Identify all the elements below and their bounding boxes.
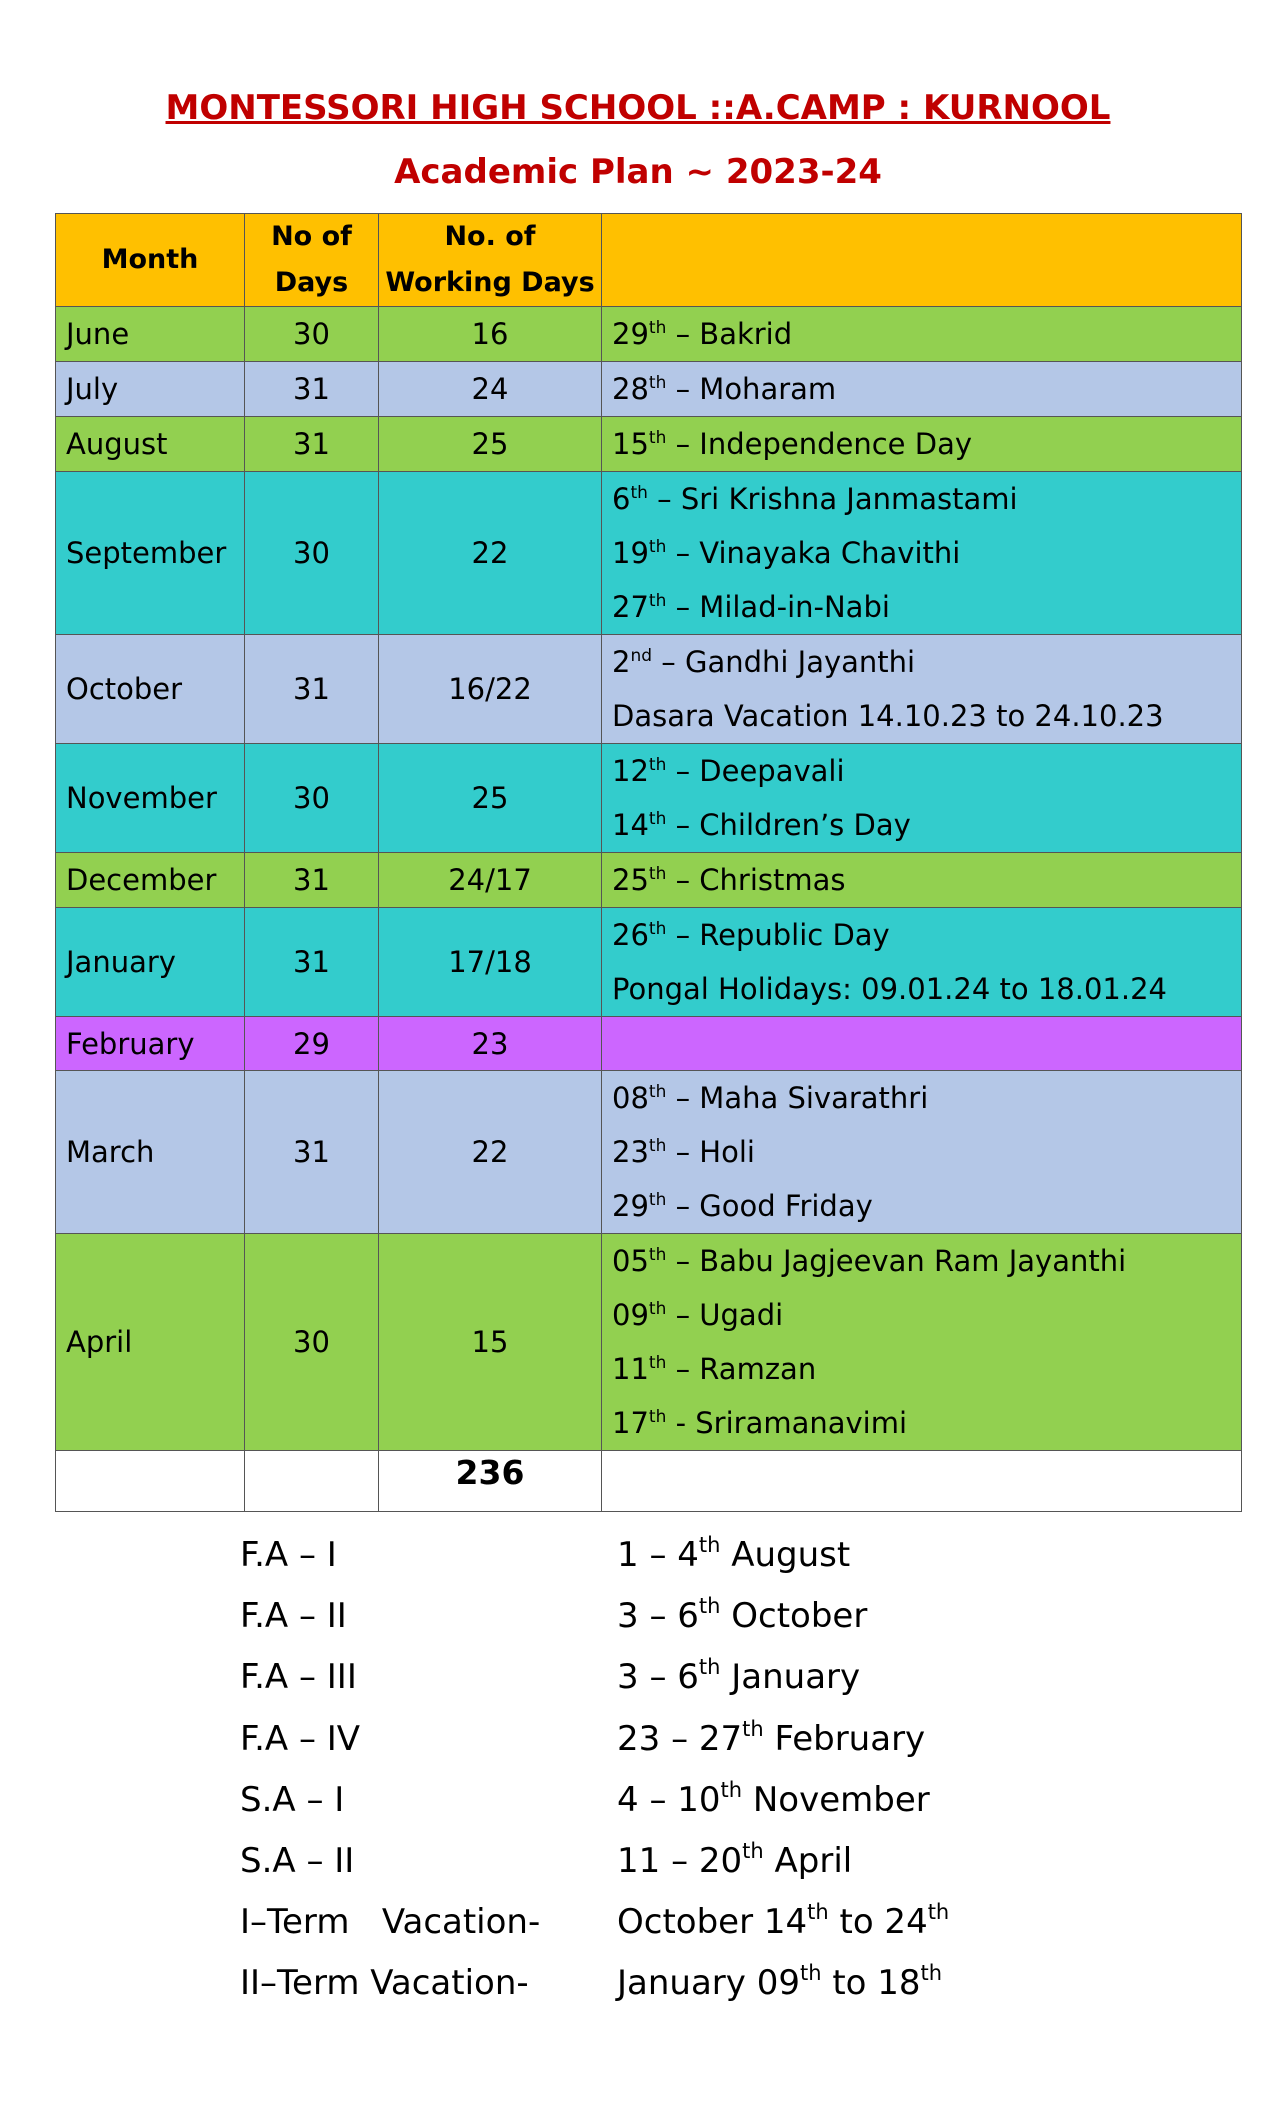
- table-header-row: [56, 214, 1242, 307]
- event-day: 2: [612, 645, 631, 679]
- date-text: 4 – 10: [617, 1779, 721, 1820]
- exam-label: II–Term Vacation-: [240, 1963, 529, 2004]
- date-text: to 18: [821, 1963, 921, 2004]
- plan-subtitle: Academic Plan ~ 2023-24: [394, 152, 882, 192]
- event-day-suffix: th: [648, 428, 667, 448]
- event-line: [612, 744, 1241, 798]
- month-cell: March: [56, 1071, 245, 1234]
- date-text: February: [763, 1718, 926, 1759]
- event-text: – Ugadi: [666, 1298, 784, 1332]
- event-text: – Republic Day: [666, 918, 890, 952]
- date-text: October 14: [617, 1902, 808, 1943]
- month-cell: January: [56, 908, 245, 1017]
- event-text: – Babu Jagjeevan Ram Jayanthi: [666, 1244, 1127, 1278]
- event-text: – Ramzan: [666, 1352, 817, 1386]
- month-cell: July: [56, 362, 245, 417]
- event-text: Pongal Holidays: 09.01.24 to 18.01.24: [612, 972, 1167, 1006]
- event-text: – Gandhi Jayanthi: [652, 645, 916, 679]
- event-day: 26: [612, 918, 649, 952]
- event-day: 08: [612, 1081, 649, 1115]
- working-days-cell: 25: [379, 417, 602, 472]
- month-cell: February: [56, 1017, 245, 1071]
- exam-dates: [617, 1770, 930, 1831]
- exam-dates: [617, 1831, 852, 1892]
- event-day: 25: [612, 863, 649, 897]
- event-text: – Holi: [666, 1135, 755, 1169]
- events-cell: [602, 362, 1242, 417]
- event-day-suffix: th: [648, 1082, 667, 1102]
- events-cell: [602, 1017, 1242, 1071]
- date-text: 1 – 4: [617, 1535, 699, 1575]
- events-cell: [602, 472, 1242, 635]
- event-day: 11: [612, 1352, 649, 1386]
- days-cell: 30: [245, 307, 379, 362]
- event-day-suffix: th: [648, 1407, 667, 1427]
- table-row: [56, 307, 1242, 362]
- events-cell: [602, 853, 1242, 908]
- events-cell: [602, 417, 1242, 472]
- events-cell: [602, 635, 1242, 744]
- total-working-days: 236: [379, 1451, 602, 1512]
- event-day-suffix: th: [648, 373, 667, 393]
- event-line: [612, 417, 1241, 471]
- event-day-suffix: th: [648, 1353, 667, 1373]
- empty-cell: [602, 1451, 1242, 1512]
- working-days-cell: 15: [379, 1234, 602, 1451]
- event-line: [612, 526, 1241, 580]
- date-text: August: [720, 1535, 851, 1575]
- working-days-cell: 23: [379, 1017, 602, 1071]
- event-line: [612, 1125, 1241, 1179]
- date-suffix: th: [698, 1594, 721, 1619]
- date-suffix: th: [920, 1961, 943, 1986]
- exam-dates: [617, 1647, 860, 1708]
- event-line: [612, 1396, 1241, 1450]
- table-row: [56, 908, 1242, 1017]
- event-line: [612, 689, 1241, 743]
- table-row: [56, 362, 1242, 417]
- date-text: 11 – 20: [617, 1840, 743, 1881]
- event-line: [612, 908, 1241, 962]
- exam-dates: [617, 1709, 925, 1770]
- working-days-cell: 17/18: [379, 908, 602, 1017]
- date-text: 3 – 6: [617, 1596, 699, 1637]
- working-days-cell: 22: [379, 472, 602, 635]
- event-day: 29: [612, 317, 649, 351]
- event-day-suffix: th: [648, 919, 667, 939]
- event-day-suffix: th: [648, 537, 667, 557]
- date-text: April: [763, 1840, 853, 1881]
- date-text: to 24: [828, 1902, 928, 1943]
- empty-cell: [56, 1451, 245, 1512]
- event-line: [612, 1179, 1241, 1233]
- days-cell: 31: [245, 908, 379, 1017]
- month-cell: November: [56, 744, 245, 853]
- school-title: MONTESSORI HIGH SCHOOL ::A.CAMP : KURNOOL: [165, 88, 1111, 128]
- event-day-suffix: th: [648, 591, 667, 611]
- event-day-suffix: th: [648, 809, 667, 829]
- date-suffix: th: [799, 1961, 822, 1986]
- month-cell: December: [56, 853, 245, 908]
- event-day-suffix: th: [648, 1245, 667, 1265]
- events-cell: [602, 307, 1242, 362]
- academic-plan-table: [55, 213, 1242, 1512]
- month-cell: October: [56, 635, 245, 744]
- event-line: [612, 853, 1241, 907]
- event-day-suffix: nd: [630, 646, 653, 666]
- event-day: 05: [612, 1244, 649, 1278]
- date-text: 3 – 6: [617, 1657, 699, 1698]
- event-line: [612, 1234, 1241, 1288]
- event-day: 12: [612, 754, 649, 788]
- event-day-suffix: th: [648, 318, 667, 338]
- working-days-cell: 16/22: [379, 635, 602, 744]
- event-day: 09: [612, 1298, 649, 1332]
- event-day: 19: [612, 536, 649, 570]
- days-cell: 31: [245, 853, 379, 908]
- event-line: [612, 798, 1241, 852]
- days-cell: 31: [245, 417, 379, 472]
- table-row: [56, 1071, 1242, 1234]
- event-day: 15: [612, 427, 649, 461]
- working-days-cell: 25: [379, 744, 602, 853]
- days-cell: 30: [245, 744, 379, 853]
- event-line: [612, 1342, 1241, 1396]
- header-month: Month: [56, 214, 245, 307]
- working-days-cell: 16: [379, 307, 602, 362]
- exam-label: F.A – III: [240, 1657, 357, 1698]
- header-no-of-days: No of Days: [245, 214, 379, 307]
- exam-label: F.A – I: [240, 1535, 337, 1575]
- table-row: [56, 472, 1242, 635]
- working-days-cell: 24/17: [379, 853, 602, 908]
- event-day: 17: [612, 1406, 649, 1440]
- exam-label: F.A – IV: [240, 1718, 361, 1759]
- date-text: 23 – 27: [617, 1718, 743, 1759]
- exam-label: F.A – II: [240, 1596, 347, 1637]
- event-line: [612, 635, 1241, 689]
- event-line: [612, 580, 1241, 634]
- events-cell: [602, 908, 1242, 1017]
- working-days-cell: 22: [379, 1071, 602, 1234]
- exam-label: I–Term Vacation-: [240, 1902, 541, 1943]
- date-text: January: [720, 1657, 861, 1698]
- event-day: 23: [612, 1135, 649, 1169]
- date-suffix: th: [720, 1777, 743, 1802]
- event-text: – Maha Sivarathri: [666, 1081, 929, 1115]
- exam-label: S.A – II: [240, 1840, 355, 1881]
- event-day: 14: [612, 808, 649, 842]
- event-text: – Moharam: [666, 372, 837, 406]
- working-days-cell: 24: [379, 362, 602, 417]
- event-text: Dasara Vacation 14.10.23 to 24.10.23: [612, 699, 1164, 733]
- header-events: [602, 214, 1242, 307]
- date-suffix: th: [742, 1838, 764, 1863]
- event-day-suffix: th: [648, 1299, 667, 1319]
- days-cell: 31: [245, 1071, 379, 1234]
- exam-dates: [617, 1525, 850, 1586]
- total-row: [56, 1451, 1242, 1512]
- event-day-suffix: th: [648, 755, 667, 775]
- event-day: 6: [612, 482, 631, 516]
- month-cell: April: [56, 1234, 245, 1451]
- event-text: – Sri Krishna Janmastami: [647, 482, 1018, 516]
- days-cell: 31: [245, 635, 379, 744]
- event-text: – Milad-in-Nabi: [666, 590, 890, 624]
- table-row: [56, 417, 1242, 472]
- date-suffix: th: [807, 1900, 829, 1925]
- table-row: [56, 1234, 1242, 1451]
- event-day-suffix: th: [648, 1190, 667, 1210]
- table-row: [56, 744, 1242, 853]
- days-cell: 31: [245, 362, 379, 417]
- exam-label: S.A – I: [240, 1779, 345, 1820]
- month-cell: June: [56, 307, 245, 362]
- event-text: – Christmas: [666, 863, 846, 897]
- events-cell: [602, 744, 1242, 853]
- exam-dates: [617, 1586, 867, 1647]
- events-cell: [602, 1234, 1242, 1451]
- days-cell: 30: [245, 1234, 379, 1451]
- event-line: [612, 1071, 1241, 1125]
- event-text: – Vinayaka Chavithi: [666, 536, 961, 570]
- table-row: [56, 635, 1242, 744]
- date-suffix: th: [742, 1716, 764, 1741]
- event-day-suffix: th: [630, 483, 648, 503]
- event-text: - Sriramanavimi: [666, 1406, 908, 1440]
- event-text: – Deepavali: [666, 754, 845, 788]
- event-day-suffix: th: [648, 1136, 667, 1156]
- event-day: 28: [612, 372, 649, 406]
- date-suffix: th: [698, 1655, 721, 1680]
- exam-dates: [617, 1892, 949, 1953]
- event-line: [612, 1288, 1241, 1342]
- days-cell: 29: [245, 1017, 379, 1071]
- table-row: [56, 853, 1242, 908]
- date-text: November: [742, 1779, 930, 1820]
- date-suffix: th: [698, 1533, 721, 1557]
- event-line: [612, 472, 1241, 526]
- month-cell: September: [56, 472, 245, 635]
- event-text: – Children’s Day: [666, 808, 911, 842]
- event-day-suffix: th: [648, 864, 667, 884]
- event-text: – Bakrid: [666, 317, 793, 351]
- event-line: [612, 362, 1241, 416]
- event-day: 27: [612, 590, 649, 624]
- header-working-days: No. of Working Days: [379, 214, 602, 307]
- table-body: [56, 307, 1242, 1512]
- event-day: 29: [612, 1189, 649, 1223]
- event-line: [612, 307, 1241, 361]
- table-row: [56, 1017, 1242, 1071]
- days-cell: 30: [245, 472, 379, 635]
- event-line: [612, 962, 1241, 1016]
- event-text: – Good Friday: [666, 1189, 873, 1223]
- empty-cell: [245, 1451, 379, 1512]
- date-text: January 09: [617, 1963, 800, 2004]
- event-text: – Independence Day: [666, 427, 973, 461]
- date-text: October: [720, 1596, 868, 1637]
- exam-dates: [617, 1953, 942, 2014]
- events-cell: [602, 1071, 1242, 1234]
- date-suffix: th: [927, 1900, 950, 1925]
- month-cell: August: [56, 417, 245, 472]
